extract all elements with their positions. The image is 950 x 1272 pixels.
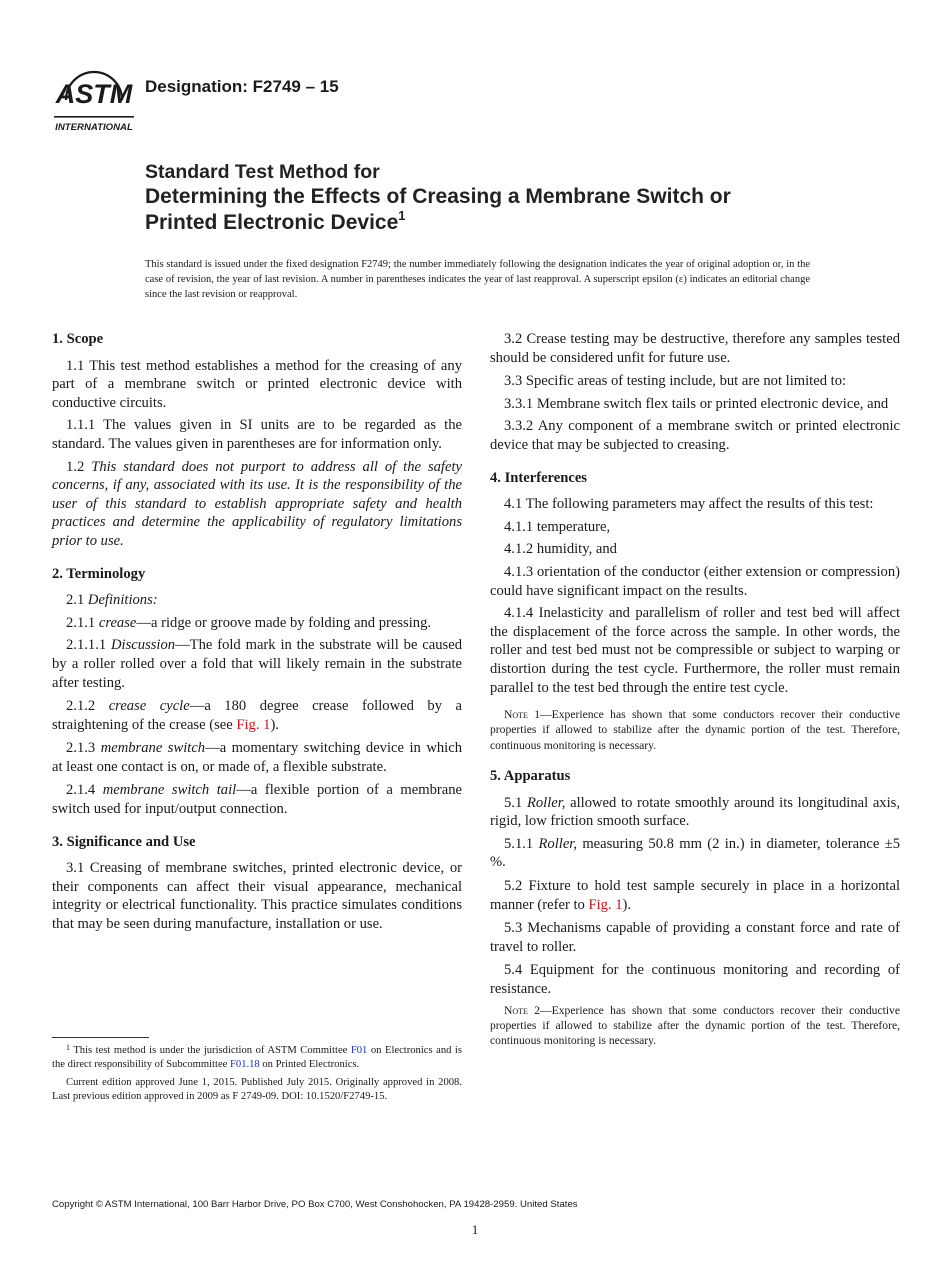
definition: measuring 50.8 mm (2 in.) in diameter, tolerance ±5 %. bbox=[490, 835, 900, 871]
paragraph-number: 5.1.1 bbox=[504, 835, 534, 852]
footnote-text: on Printed Electronics. bbox=[259, 1059, 360, 1071]
footnote-divider bbox=[52, 1037, 149, 1038]
right-column bbox=[490, 330, 900, 1058]
paragraph-number: 2.1.4 bbox=[66, 782, 96, 799]
paragraph-5-1 bbox=[490, 794, 900, 831]
paragraph-4-1-4: 4.1.4 Inelasticity and parallelism of roller and test bed will affect the displacement of the force across the sample. In other words, the roller and test bed must not be compressible or subject to warping or distortion during the test cycle. Furthermore, the roller must remain parallel to the test bed through the entire test cycle. bbox=[490, 605, 900, 696]
paragraph-5-3: 5.3 Mechanisms capable of providing a constant force and rate of travel to roller. bbox=[490, 920, 900, 955]
section-heading-interferences: 4. Interferences bbox=[490, 469, 587, 486]
paragraph-number: 2.1 bbox=[66, 592, 85, 609]
note-text: —Experience has shown that some conductors recover their conductive properties if allowed to stabilize after the dynamic portion of the test. Therefore, continuous monitoring is necessary. bbox=[490, 708, 900, 752]
paragraph-5-2 bbox=[490, 877, 900, 914]
definition: —a 180 degree crease followed by a straightening of the crease (see bbox=[52, 698, 462, 733]
left-column bbox=[52, 330, 462, 938]
definition-end: ). bbox=[270, 716, 279, 733]
definition: —a ridge or groove made by folding and pressing. bbox=[136, 614, 432, 631]
footnote-edition: Current edition approved June 1, 2015. Published July 2015. Originally approved in 2008. Last previous edition approved in 2009 as F 2749-09. DOI: 10.1520/F2749-15. bbox=[52, 1076, 462, 1103]
footnote-1 bbox=[52, 1044, 462, 1073]
title-line-1: Standard Test Method for bbox=[145, 161, 380, 183]
figure-link[interactable]: Fig. 1 bbox=[588, 896, 623, 913]
paragraph-4-1-2: 4.1.2 humidity, and bbox=[504, 541, 617, 558]
paragraph-number: 2.1.1.1 bbox=[66, 637, 107, 654]
paragraph-4-1: 4.1 The following parameters may affect the results of this test: bbox=[504, 496, 874, 513]
figure-link[interactable]: Fig. 1 bbox=[236, 716, 271, 733]
paragraph-5-1-1 bbox=[490, 835, 900, 872]
footnote-text: This test method is under the jurisdiction of ASTM Committee bbox=[70, 1045, 351, 1056]
footnote-mark: 1 bbox=[66, 1043, 70, 1052]
footnotes bbox=[52, 1044, 462, 1108]
footnote-text: on Electronics and is the direct responsibility of Subcommittee bbox=[52, 1045, 462, 1071]
paragraph-number: 5.1 bbox=[504, 794, 523, 811]
note-text: —Experience has shown that some conductors recover their conductive properties if allowed to stabilize after the dynamic portion of the test. Therefore, continuous monitoring is necessary. bbox=[490, 1003, 900, 1048]
term: Roller, bbox=[526, 794, 566, 811]
term: Definitions: bbox=[87, 592, 158, 609]
logo-subtext: INTERNATIONAL bbox=[55, 122, 133, 133]
paragraph-2-1-4 bbox=[52, 781, 462, 818]
page-number: 1 bbox=[471, 1222, 479, 1237]
definition: —The fold mark in the substrate will be caused by a roller rolled over a fold that will likely remain in the substrate after testing. bbox=[52, 637, 463, 691]
paragraph-4-1-1: 4.1.1 temperature, bbox=[504, 518, 611, 535]
section-heading-apparatus: 5. Apparatus bbox=[490, 767, 571, 784]
definition: —a flexible portion of a membrane switch used for input/output connection. bbox=[52, 782, 462, 818]
paragraph-4-1-3: 4.1.3 orientation of the conductor (either extension or compression) could have significant impact on the results. bbox=[490, 563, 900, 599]
logo-text: ASTM bbox=[55, 79, 133, 109]
paragraph-2-1-1 bbox=[52, 614, 462, 633]
term: membrane switch tail bbox=[102, 782, 237, 799]
paragraph-2-1 bbox=[52, 591, 462, 610]
title-line-2: Determining the Effects of Creasing a Membrane Switch or bbox=[145, 185, 731, 208]
paragraph-3-1: 3.1 Creasing of membrane switches, printed electronic device, or their components can affect their visual appearance, mechanical integrity or electrical functionality. This practice simulates conditions that may be seen during manufacture, installation or use. bbox=[52, 860, 462, 933]
paragraph-2-1-3 bbox=[52, 739, 462, 776]
term: Discussion bbox=[111, 637, 176, 654]
note-2 bbox=[490, 1003, 900, 1049]
term: crease bbox=[98, 614, 137, 631]
paragraph-3-3: 3.3 Specific areas of testing include, but are not limited to: bbox=[504, 373, 847, 390]
paragraph-3-3-1: 3.3.1 Membrane switch flex tails or printed electronic device, and bbox=[504, 395, 889, 412]
copyright-notice: Copyright © ASTM International, 100 Barr Harbor Drive, PO Box C700, West Conshohocken, PA 19428-2959. United States bbox=[52, 1199, 578, 1210]
subcommittee-link[interactable]: F01.18 bbox=[230, 1059, 260, 1071]
astm-logo bbox=[52, 56, 136, 134]
paragraph-2-1-1-1 bbox=[52, 636, 462, 692]
paragraph-text: 5.2 Fixture to hold test sample securely in place in a horizontal manner (refer to bbox=[490, 877, 900, 913]
section-heading-scope: 1. Scope bbox=[52, 331, 104, 347]
title-line-3 bbox=[145, 210, 865, 236]
title-footnote-mark: 1 bbox=[398, 208, 406, 223]
definition: —a momentary switching device in which at least one contact is on, or made of, a flexible substrate. bbox=[52, 740, 462, 775]
paragraph-1-1-1: 1.1.1 The values given in SI units are to be regarded as the standard. The values given in parentheses are for information only. bbox=[52, 417, 462, 452]
section-heading-terminology: 2. Terminology bbox=[52, 565, 146, 582]
designation-label: Designation: F2749 – 15 bbox=[145, 77, 339, 96]
committee-link[interactable]: F01 bbox=[350, 1045, 368, 1056]
document-title bbox=[145, 160, 865, 236]
title-line-3-text: Printed Electronic Device bbox=[145, 211, 399, 234]
paragraph-3-2: 3.2 Crease testing may be destructive, therefore any samples tested should be considered unfit for future use. bbox=[490, 331, 900, 366]
section-heading-significance: 3. Significance and Use bbox=[52, 833, 196, 850]
paragraph-2-1-2 bbox=[52, 697, 462, 734]
paragraph-number: 2.1.3 bbox=[66, 740, 96, 757]
note-label: Note 1 bbox=[504, 708, 541, 722]
note-1 bbox=[490, 707, 900, 753]
term: membrane switch bbox=[100, 740, 206, 757]
definition: allowed to rotate smoothly around its longitudinal axis, rigid, low friction smooth surface. bbox=[490, 794, 900, 830]
issuance-statement: This standard is issued under the fixed designation F2749; the number immediately following the designation indicates the year of original adoption or, in the case of revision, the year of last revision. A number in parentheses indicates the year of last reapproval. A superscript epsilon (ε) indicates an editorial change since the last revision or reapproval. bbox=[145, 259, 810, 300]
paragraph-3-3-2: 3.3.2 Any component of a membrane switch or printed electronic device that may be subjected to creasing. bbox=[490, 418, 900, 453]
paragraph-number: 2.1.2 bbox=[66, 698, 96, 715]
safety-caveat: This standard does not purport to address all of the safety concerns, if any, associated with its use. It is the responsibility of the user of this standard to establish appropriate safety and health practices and determine the applicability of regulatory limitations prior to use. bbox=[52, 458, 462, 549]
term: Roller, bbox=[538, 835, 578, 852]
note-label: Note 2 bbox=[504, 1003, 541, 1017]
paragraph-1-2 bbox=[52, 458, 462, 551]
paragraph-1-1: 1.1 This test method establishes a method for the creasing of any part of a membrane switch or printed electronic device with conductive circuits. bbox=[52, 357, 462, 411]
paragraph-end: ). bbox=[622, 896, 632, 913]
paragraph-number: 2.1.1 bbox=[66, 614, 96, 631]
paragraph-number: 1.2 bbox=[66, 458, 85, 475]
term: crease cycle bbox=[108, 698, 190, 715]
paragraph-5-4: 5.4 Equipment for the continuous monitoring and recording of resistance. bbox=[490, 962, 900, 997]
